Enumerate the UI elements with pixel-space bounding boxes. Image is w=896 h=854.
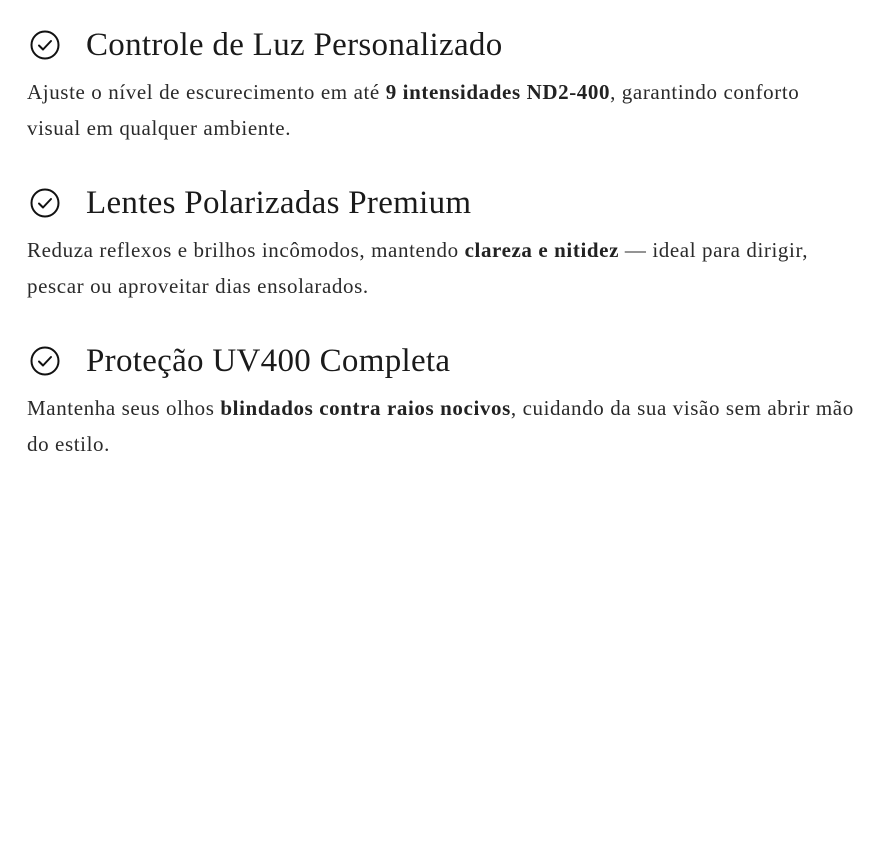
feature-description: Reduza reflexos e brilhos incômodos, mantendo clareza e nitidez — ideal para dirigir, pescar ou aproveitar dias ensolarados. — [27, 238, 809, 298]
feature-title: Proteção UV400 Completa — [86, 342, 451, 379]
feature-description: Ajuste o nível de escurecimento em até 9 intensidades ND2-400, garantindo conforto visual em qualquer ambiente. — [27, 80, 800, 140]
feature-title: Controle de Luz Personalizado — [86, 26, 503, 63]
feature-description: Mantenha seus olhos blindados contra raios nocivos, cuidando da sua visão sem abrir mão do estilo. — [27, 396, 854, 456]
feature-item — [27, 340, 857, 462]
feature-item — [27, 182, 857, 304]
check-circle-icon — [29, 29, 61, 61]
feature-title: Lentes Polarizadas Premium — [86, 184, 472, 221]
check-circle-icon — [29, 187, 61, 219]
feature-list — [27, 24, 857, 498]
feature-item — [27, 24, 857, 146]
check-circle-icon — [29, 345, 61, 377]
